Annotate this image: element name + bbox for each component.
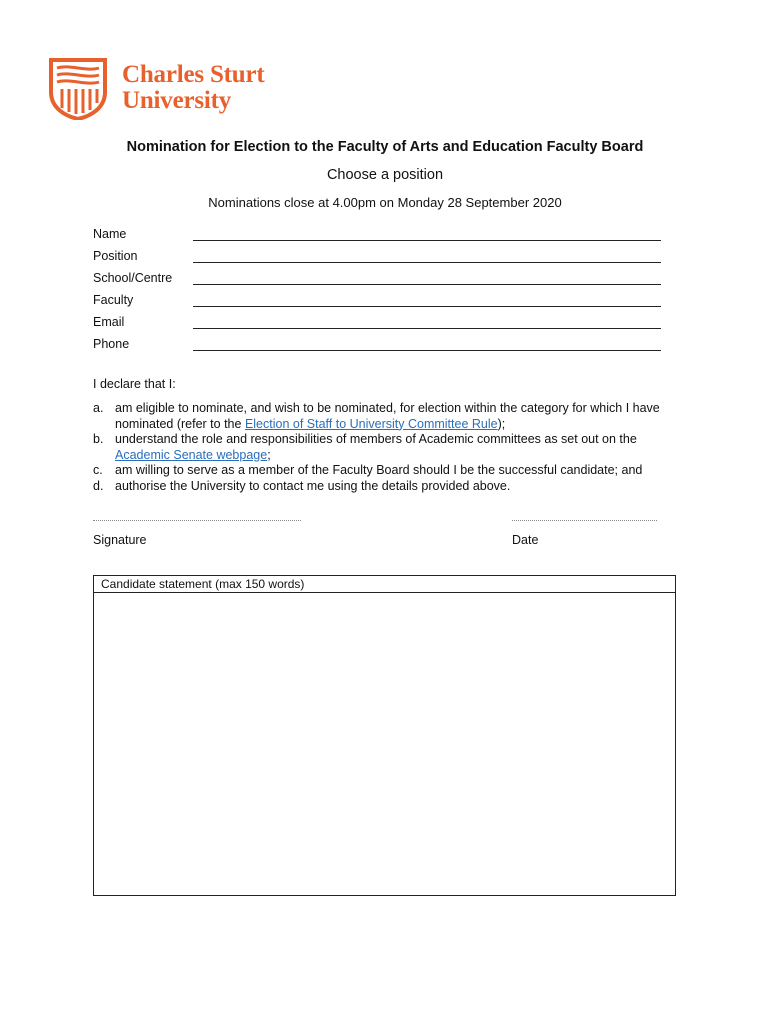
candidate-statement-box [93,575,676,896]
declaration-marker: a. [93,401,104,415]
signature-line[interactable] [93,520,301,521]
school-centre-label: School/Centre [93,271,173,285]
closing-notice: Nominations close at 4.00pm on Monday 28 September 2020 [208,195,562,210]
name-field[interactable] [93,227,661,249]
declaration-item-c [93,463,673,479]
email-input-line[interactable] [193,328,661,329]
faculty-input-line[interactable] [193,306,661,307]
declaration-marker: c. [93,463,103,477]
declaration-text: understand the role and responsibilities of members of Academic committees as set out on the [115,432,637,446]
declaration-text: am willing to serve as a member of the Faculty Board should I be the successful candidate; and [115,463,643,477]
university-name [122,62,265,114]
position-input-line[interactable] [193,262,661,263]
faculty-label: Faculty [93,293,134,307]
university-name-line1: Charles Sturt [122,61,265,88]
email-field[interactable] [93,315,661,337]
date-line[interactable] [512,520,657,521]
election-rule-link[interactable]: Election of Staff to University Committee Rule [244,416,498,431]
declaration-text: am eligible to nominate, and wish to be nominated, for election within the category for which I have nominated (refer to the [115,401,660,431]
candidate-statement-header: Candidate statement (max 150 words) [94,576,675,593]
date-label: Date [512,533,539,547]
declaration-item-b [93,432,673,463]
email-label: Email [93,315,125,329]
csu-shield-icon [49,58,107,120]
declaration-text: authorise the University to contact me using the details provided above. [115,478,511,493]
signature-label: Signature [93,533,147,547]
phone-input-line[interactable] [193,350,661,351]
declaration-intro: I declare that I: [93,377,176,391]
form-title: Nomination for Election to the Faculty of Arts and Education Faculty Board [126,139,644,155]
university-name-line2: University [122,87,232,114]
academic-senate-link[interactable]: Academic Senate webpage [115,447,268,462]
faculty-field[interactable] [93,293,661,315]
position-label: Position [93,249,138,263]
university-logo [49,58,289,122]
declaration-item-d [93,479,673,495]
candidate-statement-input[interactable] [94,593,675,893]
position-chooser[interactable]: Choose a position [326,167,444,183]
school-centre-input-line[interactable] [193,284,661,285]
declaration-item-a [93,401,673,432]
name-label: Name [93,227,127,241]
declaration-list [93,401,673,494]
school-centre-field[interactable] [93,271,661,293]
name-input-line[interactable] [193,240,661,241]
phone-field[interactable] [93,337,661,359]
position-field[interactable] [93,249,661,271]
declaration-marker: b. [93,432,104,446]
declaration-marker: d. [93,478,104,493]
declaration-text-end: ; [267,447,271,462]
declaration-text-end: ); [497,416,506,431]
phone-label: Phone [93,337,130,351]
